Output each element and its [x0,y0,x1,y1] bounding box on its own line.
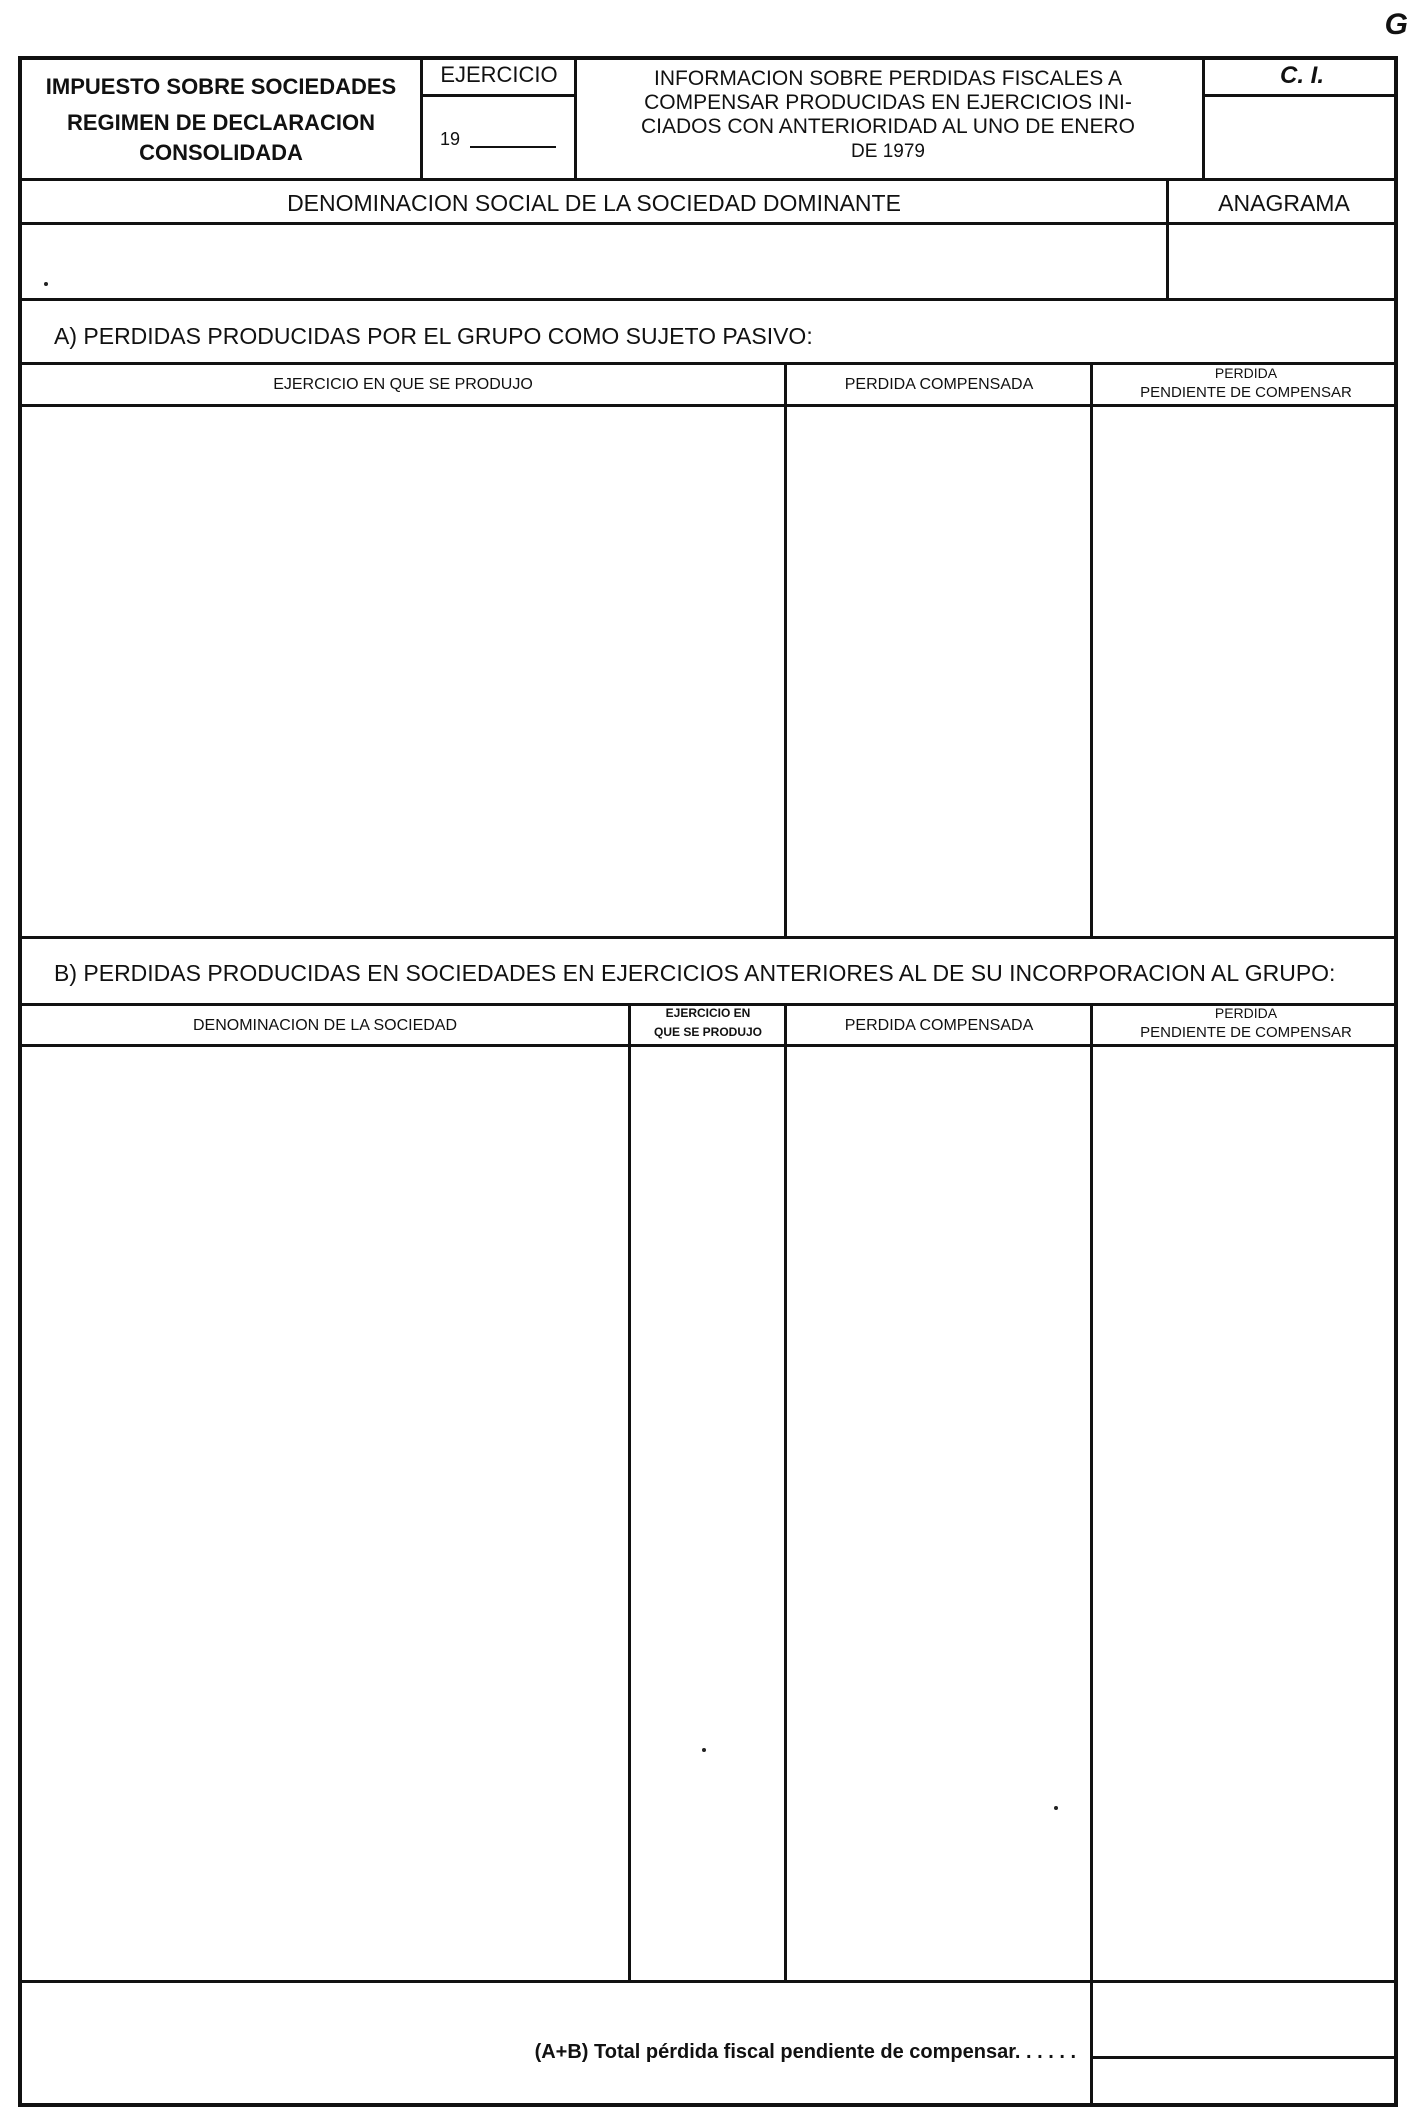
section-a-col-compensada: PERDIDA COMPENSADA [844,376,1034,393]
section-b-compensada-field[interactable] [788,1048,1088,1978]
divider [18,1980,1398,1983]
divider [18,178,1398,181]
info-line1: INFORMACION SOBRE PERDIDAS FISCALES A [654,67,1122,90]
section-a-col-pendiente-2: PENDIENTE DE COMPENSAR [1140,384,1352,401]
ejercicio-label: EJERCICIO [440,62,558,87]
divider [1090,1003,1093,2107]
info-line2: COMPENSAR PRODUCIDAS EN EJERCICIOS INI- [644,91,1132,114]
section-b-col-pendiente-1: PERDIDA [1214,1005,1278,1021]
section-b-pendiente-field[interactable] [1094,1048,1396,1978]
section-b-col-pendiente-2: PENDIENTE DE COMPENSAR [1140,1024,1352,1041]
divider [1090,362,1093,936]
ci-label: C. I. [1279,62,1324,89]
anagrama-label: ANAGRAMA [1218,190,1350,216]
divider [18,1044,1398,1047]
divider [420,94,574,97]
divider [420,56,423,178]
form-title-line1: IMPUESTO SOBRE SOCIEDADES [45,74,397,99]
scan-speck [1054,1806,1058,1810]
section-b-col-compensada: PERDIDA COMPENSADA [844,1017,1034,1034]
section-b-col-denominacion: DENOMINACION DE LA SOCIEDAD [192,1017,458,1034]
section-b-col-ejercicio-2: QUE SE PRODUJO [653,1025,763,1039]
total-field[interactable] [1094,1984,1396,2054]
section-b-col-ejercicio-1: EJERCICIO EN [665,1006,751,1020]
divider [1090,2056,1398,2059]
section-a-title: A) PERDIDAS PRODUCIDAS POR EL GRUPO COMO SUJETO PASIVO: [54,323,813,349]
divider [18,222,1398,225]
section-b-denominacion-field[interactable] [22,1048,626,1978]
divider [1202,94,1398,97]
info-line3: CIADOS CON ANTERIORIDAD AL UNO DE ENERO [641,115,1135,138]
ejercicio-year-prefix: 19 [440,129,461,149]
divider [18,404,1398,407]
ci-field[interactable] [1206,98,1394,176]
form-title-line3: CONSOLIDADA [139,140,303,165]
divider [628,1003,631,1980]
divider [1202,56,1205,178]
scan-speck [44,282,48,286]
section-a-compensada-field[interactable] [788,408,1088,934]
denominacion-field[interactable] [22,226,1164,296]
divider [784,1003,787,1980]
sheet-letter: G [1384,8,1408,41]
anagrama-field[interactable] [1170,226,1396,296]
info-line4: DE 1979 [851,141,925,162]
section-b-title: B) PERDIDAS PRODUCIDAS EN SOCIEDADES EN EJERCICIOS ANTERIORES AL DE SU INCORPORACION AL GRUPO: [54,960,1336,986]
section-a-col-pendiente-1: PERDIDA [1214,365,1278,381]
section-b-ejercicio-field[interactable] [632,1048,782,1978]
section-a-pendiente-field[interactable] [1094,408,1396,934]
ejercicio-year-field[interactable] [470,146,556,148]
divider [18,298,1398,301]
divider [574,56,577,178]
denominacion-label: DENOMINACION SOCIAL DE LA SOCIEDAD DOMINANTE [287,190,901,216]
form-title-line2: REGIMEN DE DECLARACION [66,110,375,135]
total-label: (A+B) Total pérdida fiscal pendiente de compensar. . . . . . [534,2041,1076,2063]
divider [784,362,787,936]
section-a-ejercicio-field[interactable] [22,408,782,934]
divider [1166,178,1169,298]
section-a-col-ejercicio: EJERCICIO EN QUE SE PRODUJO [273,376,533,393]
divider [18,936,1398,939]
divider [18,362,1398,365]
scan-speck [702,1748,706,1752]
